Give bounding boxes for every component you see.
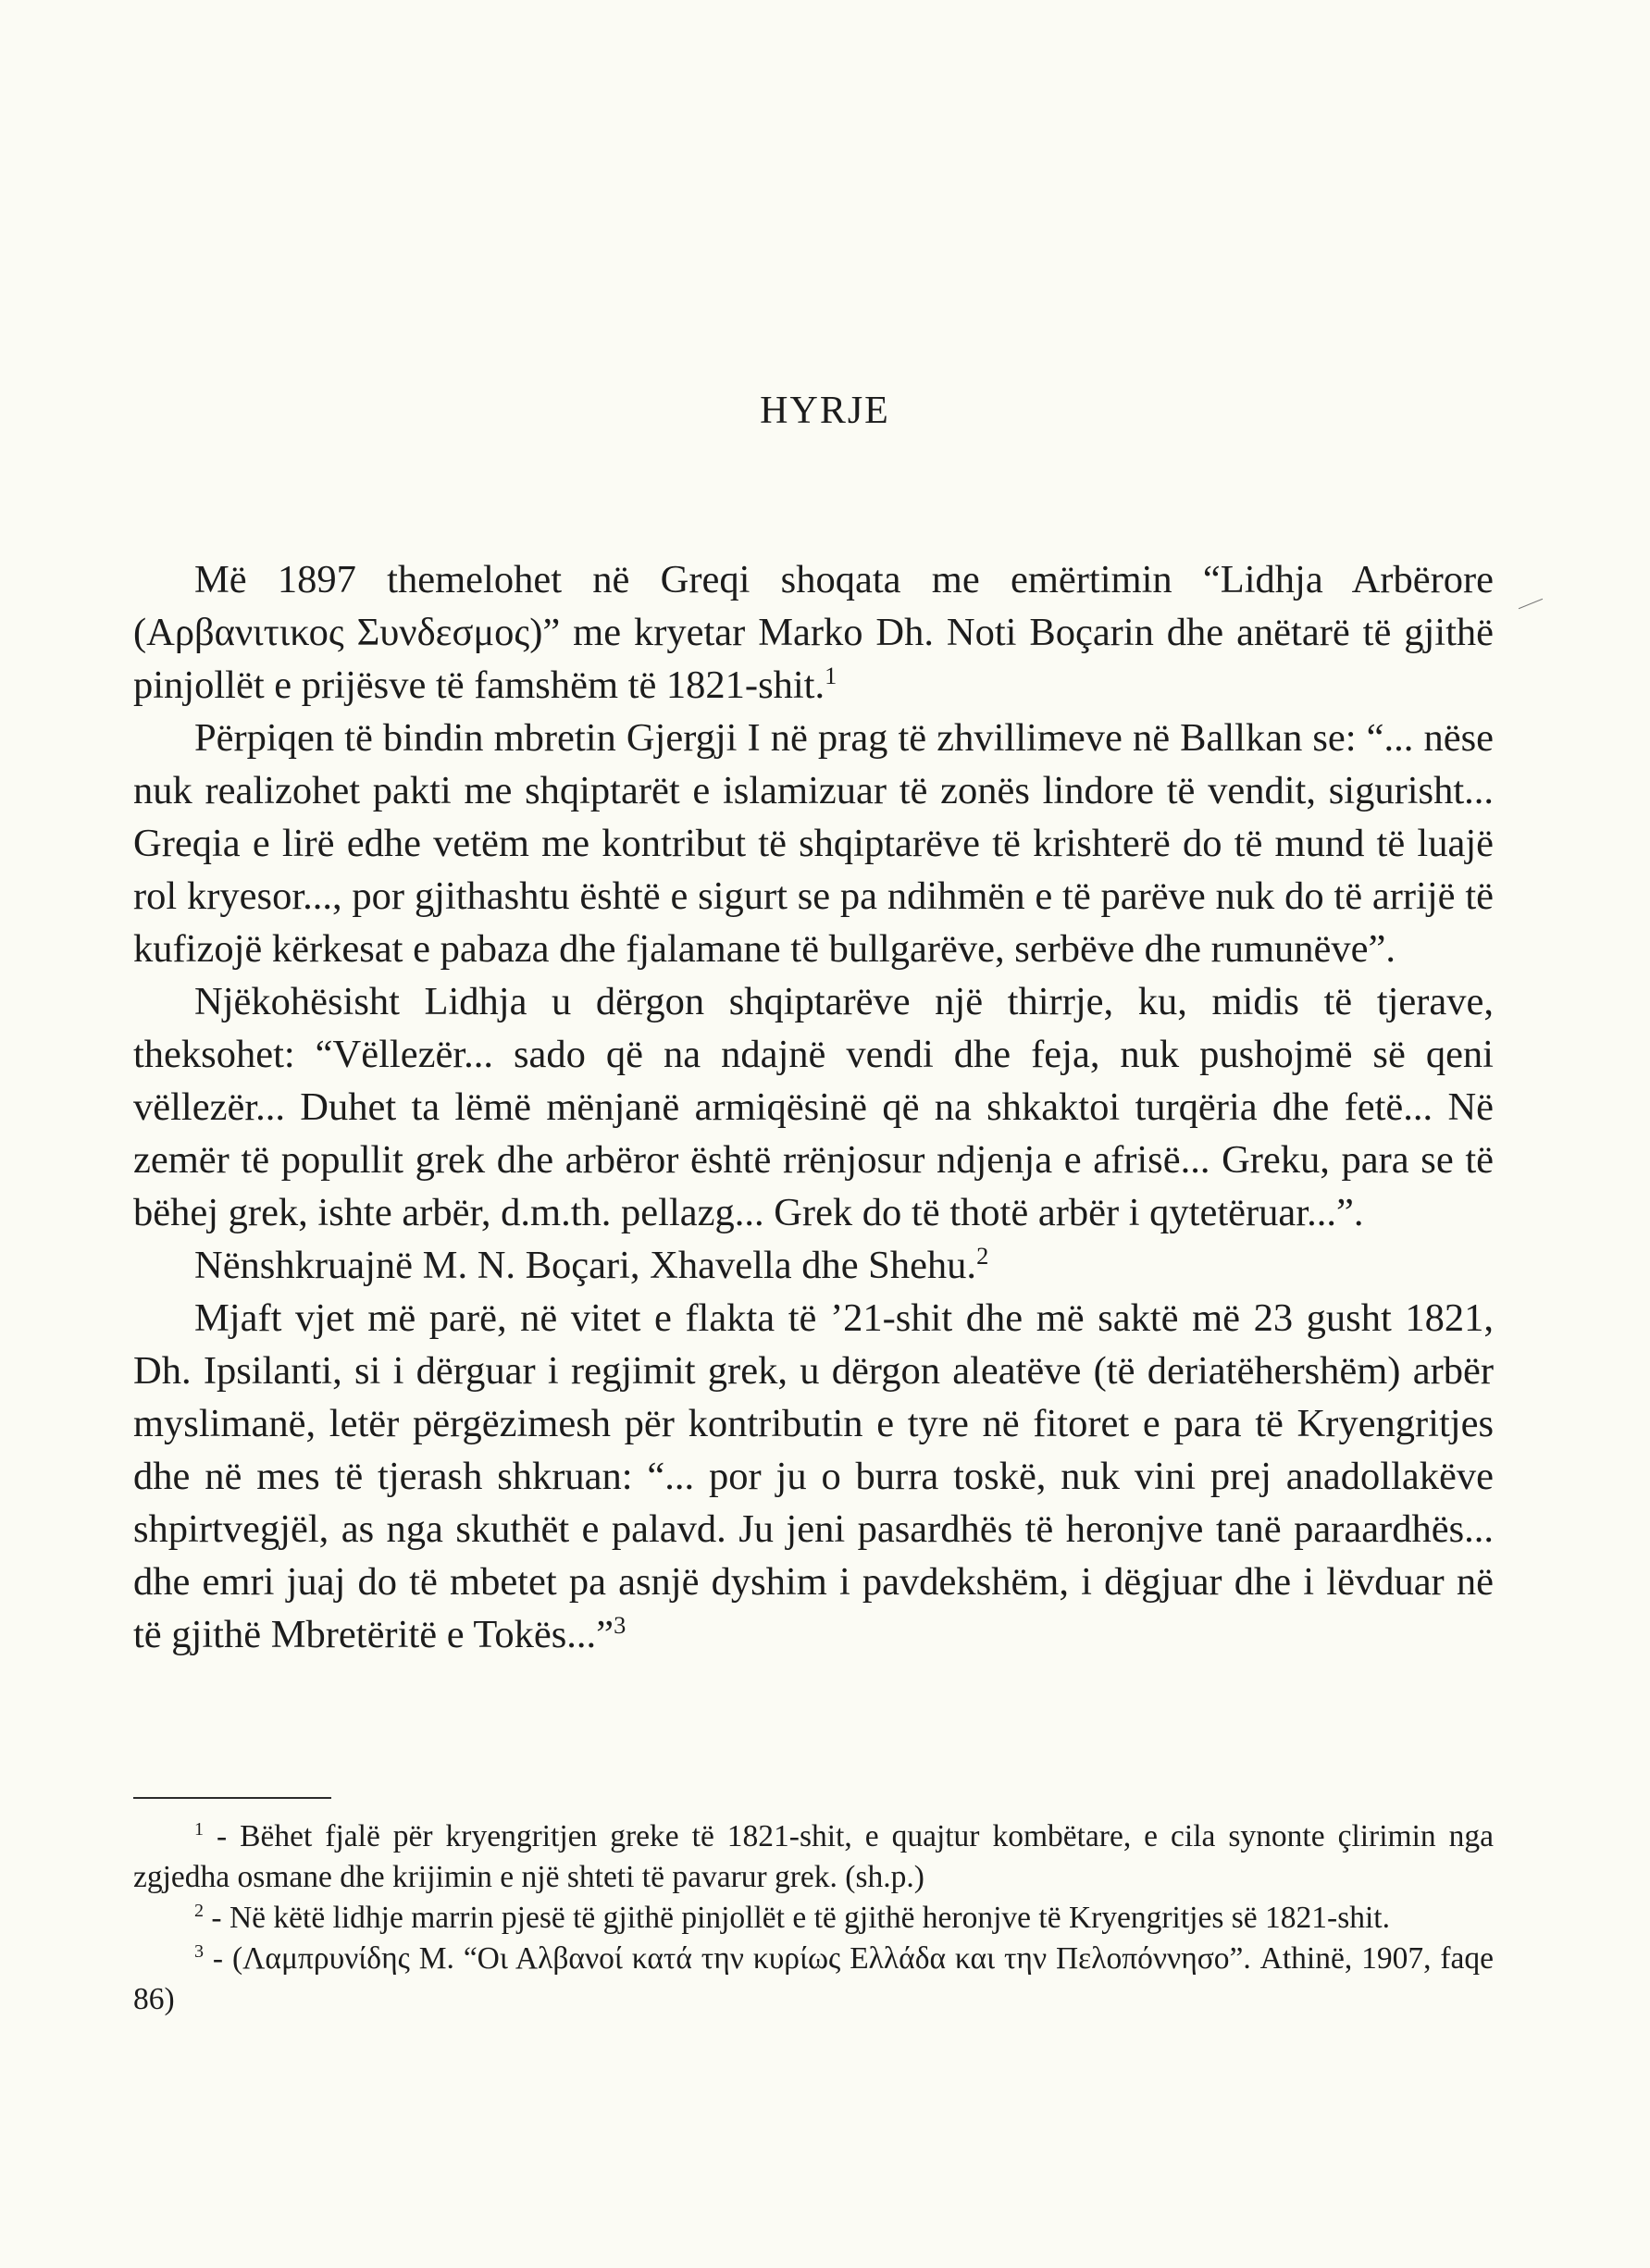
paragraph-3-text: Njëkohësisht Lidhja u dërgon shqiptarëve një thirrje, ku, midis të tjerave, theksohet: “Vëllezër... sado që na ndajnë vendi dhe feja, nuk pushojmë së qeni vëllezër... Duhet ta lëmë mënjanë armiqësinë që na shkaktoi turqëria dhe fetë... Në zemër të popullit grek dhe arbëror është rrënjosur ndjenja e afrisë... Greku, para se të bëhej grek, ishte arbër, d.m.th. pellazg... Grek do të thotë arbër i qytetëruar...”. — [133, 980, 1494, 1234]
footnotes — [133, 1816, 1494, 2020]
margin-pencil-mark — [1519, 599, 1543, 609]
paragraph-5-text: Mjaft vjet më parë, në vitet e flakta të ’21-shit dhe më saktë më 23 gusht 1821, Dh. Ipsilanti, si i dërguar i regjimit grek, u dërgon aleatëve (të deriatëhershëm) arbër myslimanë, letër përgëzimesh për kontributin e tyre në fitoret e para të Kryengritjes dhe në mes të tjerash shkruan: “... por ju o burra toskë, nuk vini prej anadollakëve shpirtvegjël, as nga skuthët e palavd. Ju jeni pasardhës të heronjve tanë paraardhës... dhe emri juaj do të mbetet pa asnjë dyshim i pavdekshëm, i dëgjuar dhe i lëvduar në të gjithë Mbretëritë e Tokës...” — [133, 1296, 1494, 1656]
footnote-1 — [133, 1816, 1494, 1898]
footnote-text: - Bëhet fjalë për kryengritjen greke të 1821-shit, e quajtur kombëtare, e cila synonte çlirimin nga zgjedha osmane dhe krijimin e një shteti të pavarur grek. (sh.p.) — [133, 1819, 1494, 1894]
footnote-3 — [133, 1939, 1494, 2020]
paragraph-3 — [133, 975, 1494, 1239]
body-text — [133, 553, 1494, 1661]
footnote-text: - (Λαμπρυνίδης Μ. “Οι Αλβανοί κατά την κυρίως Ελλάδα και την Πελοπόννησο”. Athinë, 1907, faqe 86) — [133, 1941, 1494, 2016]
paragraph-2-text: Përpiqen të bindin mbretin Gjergji I në prag të zhvillimeve në Ballkan se: “... nëse nuk realizohet pakti me shqiptarët e islamizuar të zonës lindore të vendit, sigurisht... Greqia e lirë edhe vetëm me kontribut të shqiptarëve të krishterë do të mund të luajë rol kryesor..., por gjithashtu është e sigurt se pa ndihmën e të parëve nuk do të arrijë të kufizojë kërkesat e pabaza dhe fjalamane të bullgarëve, serbëve dhe rumunëve”. — [133, 716, 1494, 971]
footnote-divider — [133, 1797, 331, 1799]
footnote-ref-2: 2 — [976, 1242, 989, 1270]
footnote-ref-3: 3 — [614, 1611, 627, 1639]
footnote-number: 1 — [194, 1818, 205, 1840]
paragraph-2 — [133, 712, 1494, 975]
footnote-text: - Në këtë lidhje marrin pjesë të gjithë pinjollët e të gjithë heronjve të Kryengritjes së 1821-shit. — [204, 1901, 1390, 1935]
footnote-number: 2 — [194, 1900, 205, 1921]
footnote-2 — [133, 1898, 1494, 1939]
paragraph-4 — [133, 1239, 1494, 1292]
paragraph-1-text: Më 1897 themelohet në Greqi shoqata me emërtimin “Lidhja Arbërore (Αρβανιτικος Συνδεσμος)” me kryetar Marko Dh. Noti Boçarin dhe anëtarë të gjithë pinjollët e prijësve të famshëm të 1821-shit. — [133, 558, 1494, 707]
page-title: HYRJE — [760, 390, 890, 432]
paragraph-4-text: Nënshkruajnë M. N. Boçari, Xhavella dhe Shehu. — [194, 1244, 977, 1287]
paragraph-1 — [133, 553, 1494, 712]
paragraph-5 — [133, 1292, 1494, 1661]
footnote-number: 3 — [194, 1940, 205, 1962]
footnote-ref-1: 1 — [825, 662, 837, 689]
